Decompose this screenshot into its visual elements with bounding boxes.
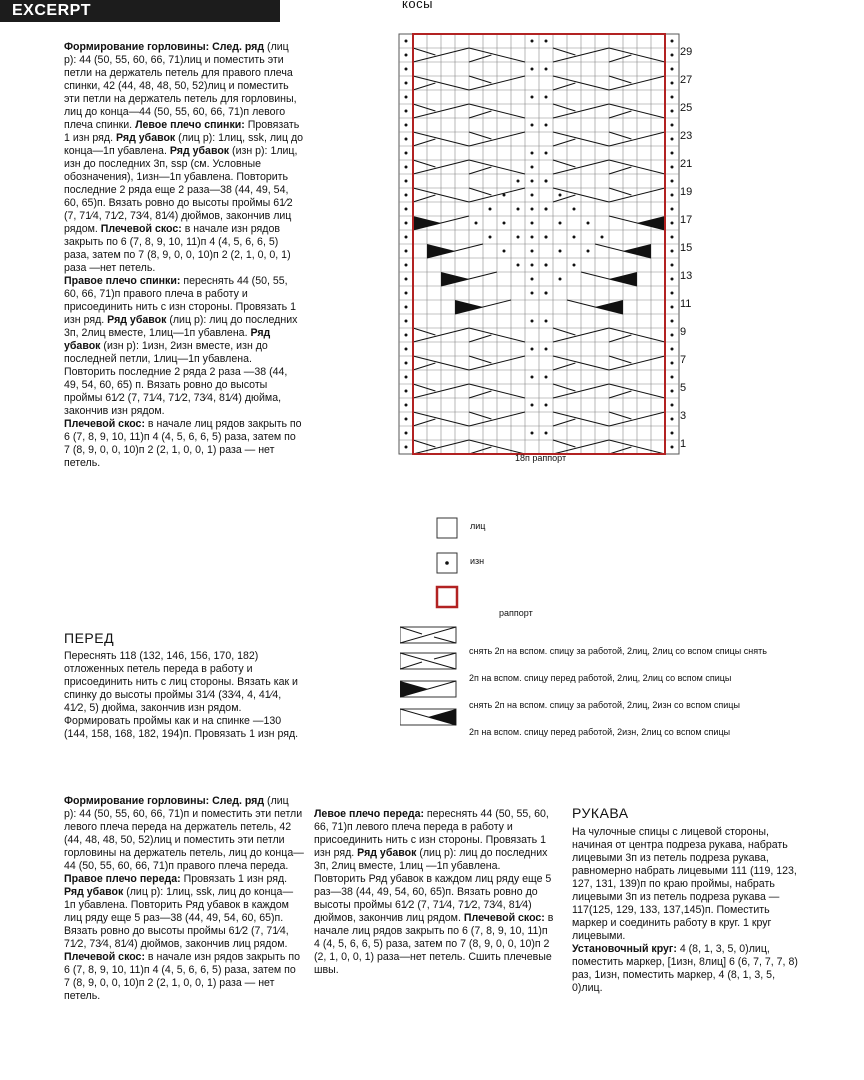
purl-stitch: [405, 446, 408, 449]
purl-stitch: [405, 110, 408, 113]
purl-stitch: [671, 138, 674, 141]
dec-text-4: (изн р): 1изн, 2изн вместе, изн до последней петли, 1лиц—1п убавлена. Повторить последние 2 ряда 2 раза —38 (44, 49, 54, 60, 65) п. Вязать ровно до высоты проймы 61⁄2 (7, 71⁄4, 71⁄2, 73⁄4, 81⁄4) дюйма, закончив изн рядом.: [64, 340, 288, 417]
purl-stitch: [405, 320, 408, 323]
front-dec-text: (лиц р): 1лиц, ssk, лиц до конца—1п убавлена. Повторить Ряд убавок в каждом лиц ряду еще 5 раз—38 (44, 49, 54, 60, 65)п. Вязать ровно до высоты проймы 61⁄2 (7, 71⁄4, 71⁄2, 73⁄4, 81⁄4) дюймов, закончив лиц рядом.: [64, 886, 294, 950]
purl-stitch: [531, 222, 534, 225]
front-neck-body: (лиц р): 44 (50, 55, 60, 66, 71)п и поместить эти петли левого плеча переда на держатель петель, 42 (44, 48, 48, 50, 52)лиц и поместить эти петли горловины на держатель петель, лиц до конца—44 (50, 55, 60, 66, 71)п правого плеча переда.: [64, 795, 304, 872]
purl-stitch: [531, 250, 534, 253]
purl-stitch: [531, 194, 534, 197]
legend-cable-3-label: снять 2п на вспом. спицу за работой, 2лиц, 2изн со вспом спицы: [469, 700, 740, 710]
purl-stitch: [573, 264, 576, 267]
purl-stitch: [405, 250, 408, 253]
excerpt-header-tab: EXCERPT: [0, 0, 280, 22]
purl-stitch: [559, 250, 562, 253]
purl-stitch: [405, 208, 408, 211]
purl-stitch: [405, 68, 408, 71]
purl-stitch: [531, 320, 534, 323]
purl-stitch: [531, 404, 534, 407]
row-number: 17: [680, 214, 693, 226]
purl-stitch: [671, 68, 674, 71]
dec-label-3: Ряд убавок: [107, 314, 167, 326]
sleeves-heading: РУКАВА: [572, 805, 629, 821]
dec-label-4: Ряд убавок: [64, 327, 271, 352]
purl-stitch: [573, 236, 576, 239]
front-paragraph: Переснять 118 (132, 146, 156, 170, 182) отложенных петель переда в работу и присоединить нить с лиц стороны. Вязать как и спинку до высоты проймы 31⁄4 (33⁄4, 4, 41⁄4, 41⁄2, 5) дюйма, закончив изн рядом. Формировать проймы как и на спинке —130 (144, 158, 168, 182, 194)п. Провязать 1 изн ряд.: [64, 650, 299, 740]
legend-purl-label: изн: [470, 556, 485, 566]
purl-stitch: [503, 222, 506, 225]
legend-repeat-label: раппорт: [499, 608, 533, 618]
right-front-shoulder-label: Правое плечо переда:: [64, 873, 181, 885]
row-number: 5: [680, 382, 687, 394]
purl-stitch: [671, 152, 674, 155]
dec-text-2: (изн р): 1лиц, изн до последних 3п, ssp (см. Условные обозначения), 1изн—1п убавлена. Повторить последние 2 ряда еще 2 раза—38 (44, 49, 54, 60, 65)п. Вязать ровно до высоты проймы 61⁄2 (7, 71⁄4, 71⁄2, 73⁄4, 81⁄4) дюймов, закончив лиц рядом.: [64, 145, 298, 235]
purl-stitch: [405, 124, 408, 127]
purl-stitch: [671, 250, 674, 253]
purl-stitch: [405, 152, 408, 155]
legend-cable-1-label: снять 2п на вспом. спицу за работой, 2лиц, 2лиц со вспом спицы снять: [469, 646, 767, 656]
purl-stitch: [545, 292, 548, 295]
lf-dec-text: (лиц р): лиц до последних 3п, 2лиц вместе, 1лиц —1п убавлена. Повторить Ряд убавок в каждом лиц ряду еще 5 раз—38 (44, 49, 54, 60, 65)п. Вязать ровно до высоты проймы 61⁄2 (7, 71⁄4, 71⁄2, 73⁄4, 81⁄4) дюймов, закончив лиц рядом.: [314, 847, 552, 924]
purl-stitch: [405, 54, 408, 57]
shoulder-slope-text-2: в начале лиц рядов закрыть по 6 (7, 8, 9, 10, 11)п 4 (4, 5, 6, 6, 5) раза, затем по 7 (8, 9, 0, 0, 10)п 2 (2, 1, 0, 0, 1) раза — нет петель.: [64, 418, 302, 469]
purl-stitch: [671, 404, 674, 407]
purl-stitch: [531, 278, 534, 281]
row-number: 23: [680, 130, 693, 142]
cable-symbol-1: [400, 627, 456, 643]
purl-dot: [445, 561, 449, 565]
purl-stitch: [405, 278, 408, 281]
purl-stitch: [671, 446, 674, 449]
dec-text-3: (лиц р): лиц до последних 3п, 2лиц вместе, 1лиц—1п убавлена.: [64, 314, 298, 339]
lf-shoulder-slope-text: в начале лиц рядов закрыть по 6 (7, 8, 9, 10, 11)п 4 (4, 5, 6, 6, 5) раза, затем по 7 (8, 9, 0, 0, 10)п 2 (2, 1, 0, 0, 1) раза—нет петель. Сшить плечевые швы.: [314, 912, 554, 976]
right-front-shoulder-text: Провязать 1 изн ряд.: [180, 873, 288, 885]
purl-stitch: [405, 96, 408, 99]
purl-stitch: [531, 96, 534, 99]
purl-stitch: [545, 96, 548, 99]
purl-stitch: [587, 250, 590, 253]
cable-chart: [395, 28, 680, 458]
purl-stitch: [531, 236, 534, 239]
purl-stitch: [559, 278, 562, 281]
row-number: 13: [680, 270, 693, 282]
right-back-shoulder-text: переснять 44 (50, 55, 60, 66, 71)п правого плеча в работу и присоединить нить с изн стороны. Провязать 1 изн ряд.: [64, 275, 297, 326]
sleeves-paragraph: На чулочные спицы с лицевой стороны, начиная от центра подреза рукава, набрать лицевыми 3п из петель подреза рукава, равномерно набрать лицевыми 111 (119, 123, 127, 131, 139)п по краю проймы, набрать лицевыми 3п из петель подреза рукава —117(125, 129, 133, 137,145)п. Поместить маркер и соединить работу в круг. 1 круг лицевыми.: [572, 826, 797, 942]
purl-stitch: [405, 166, 408, 169]
purl-stitch: [405, 180, 408, 183]
purl-stitch: [405, 404, 408, 407]
purl-stitch: [671, 54, 674, 57]
purl-stitch: [531, 166, 534, 169]
purl-stitch: [545, 68, 548, 71]
purl-stitch: [671, 278, 674, 281]
legend-cable-4-label: 2п на вспом. спицу перед работой, 2изн, 2лиц со вспом спицы: [469, 727, 731, 737]
legend-knit-label: лиц: [470, 521, 486, 531]
purl-stitch: [405, 194, 408, 197]
chart-title: косы: [402, 0, 433, 11]
row-number: 7: [680, 354, 687, 366]
purl-stitch: [531, 376, 534, 379]
purl-stitch: [405, 390, 408, 393]
purl-stitch: [531, 152, 534, 155]
purl-stitch: [531, 292, 534, 295]
setup-round-label: Установочный круг:: [572, 943, 677, 955]
row-number-column: [680, 28, 710, 448]
row-number: 3: [680, 410, 687, 422]
dec-label-1: Ряд убавок: [115, 132, 176, 144]
front-dec-label: Ряд убавок: [64, 886, 124, 898]
purl-stitch: [559, 194, 562, 197]
purl-stitch: [671, 124, 674, 127]
purl-stitch: [545, 180, 548, 183]
row-number: 19: [680, 186, 693, 198]
purl-stitch: [671, 306, 674, 309]
front-neck-text: [64, 795, 304, 1003]
purl-stitch: [405, 376, 408, 379]
purl-stitch: [545, 404, 548, 407]
purl-stitch: [517, 180, 520, 183]
purl-stitch: [405, 236, 408, 239]
row-number: 21: [680, 158, 693, 170]
left-front-shoulder-label: Левое плечо переда:: [314, 808, 424, 820]
purl-stitch: [671, 110, 674, 113]
shoulder-slope-label-1: Плечевой скос:: [100, 223, 182, 235]
left-back-shoulder-label: Левое плечо спинки:: [135, 119, 245, 131]
setup-round-text: 4 (8, 1, 3, 5, 0)лиц, поместить маркер, [1изн, 8лиц] 6 (6, 7, 7, 7, 8) раз, 1изн, поместить маркер, 4 (8, 1, 3, 5, 0)лиц.: [572, 943, 798, 994]
dec-label-2: Ряд убавок: [169, 145, 230, 157]
purl-stitch: [671, 390, 674, 393]
purl-stitch: [671, 40, 674, 43]
purl-stitch: [517, 208, 520, 211]
front-text: [64, 650, 304, 741]
purl-stitch: [405, 292, 408, 295]
front-neck-label: Формирование горловины: След. ряд: [64, 795, 265, 807]
purl-stitch: [671, 264, 674, 267]
purl-stitch: [517, 264, 520, 267]
purl-stitch: [601, 236, 604, 239]
purl-stitch: [405, 362, 408, 365]
purl-stitch: [545, 40, 548, 43]
purl-stitch: [559, 222, 562, 225]
row-number: 27: [680, 74, 693, 86]
purl-stitch: [671, 432, 674, 435]
purl-stitch: [405, 348, 408, 351]
purl-stitch: [405, 264, 408, 267]
dec-text-1: (лиц р): 1лиц, ssk, лиц до конца—1п убавлена.: [64, 132, 304, 157]
purl-stitch: [545, 432, 548, 435]
purl-stitch: [671, 236, 674, 239]
row-number: 25: [680, 102, 693, 114]
right-back-shoulder-label: Правое плечо спинки:: [64, 275, 181, 287]
purl-stitch: [545, 376, 548, 379]
purl-stitch: [545, 124, 548, 127]
purl-stitch: [545, 320, 548, 323]
row-number: 1: [680, 438, 687, 450]
cable-symbol-3: [400, 681, 456, 697]
purl-stitch: [531, 348, 534, 351]
legend-symbols: [400, 515, 470, 735]
purl-stitch: [545, 348, 548, 351]
purl-stitch: [405, 432, 408, 435]
purl-stitch: [517, 236, 520, 239]
repeat-label: 18п раппорт: [515, 453, 567, 463]
purl-stitch: [531, 264, 534, 267]
back-shoulders-text: [64, 41, 304, 470]
neck-label: Формирование горловины: След. ряд: [64, 41, 265, 53]
row-number: 15: [680, 242, 693, 254]
purl-stitch: [489, 236, 492, 239]
purl-stitch: [531, 432, 534, 435]
left-front-shoulder-body: переснять 44 (50, 55, 60, 66, 71)п левого плеча переда в работу и присоединить нить с изн стороны. Провязать 1 изн ряд.: [314, 808, 549, 859]
cable-symbol-2: [400, 653, 456, 669]
purl-stitch: [671, 334, 674, 337]
shoulder-slope-label-2: Плечевой скос:: [64, 418, 145, 430]
lf-dec-label: Ряд убавок: [357, 847, 417, 859]
purl-stitch: [405, 138, 408, 141]
purl-stitch: [531, 68, 534, 71]
purl-stitch: [671, 320, 674, 323]
purl-stitch: [545, 152, 548, 155]
purl-stitch: [671, 348, 674, 351]
purl-stitch: [671, 166, 674, 169]
left-back-shoulder-text: Провязать 1 изн ряд.: [64, 119, 300, 144]
purl-stitch: [405, 334, 408, 337]
purl-stitch: [531, 208, 534, 211]
left-front-shoulder-text: [314, 808, 554, 977]
purl-stitch: [405, 40, 408, 43]
purl-stitch: [671, 96, 674, 99]
legend-cable-2-label: 2п на вспом. спицу перед работой, 2лиц, 2лиц со вспом спицы: [469, 673, 732, 683]
cable-symbol-4: [400, 709, 456, 725]
knit-symbol: [437, 518, 457, 538]
purl-stitch: [405, 82, 408, 85]
row-number: 11: [680, 298, 692, 310]
purl-stitch: [405, 306, 408, 309]
purl-stitch: [489, 208, 492, 211]
purl-stitch: [531, 180, 534, 183]
purl-stitch: [475, 222, 478, 225]
purl-stitch: [531, 124, 534, 127]
sleeves-text: [572, 826, 802, 995]
neck-text: (лиц р): 44 (50, 55, 60, 66, 71)лиц и поместить эти петли на держатель петель для правого плеча спинки, 42 (44, 48, 48, 50, 52)лиц и поместить эти петли на держатель петель для горловины, лиц до конца—44 (50, 55, 60, 66, 71)п левого плеча спинки.: [64, 41, 297, 131]
front-shoulder-slope-label: Плечевой скос:: [64, 951, 145, 963]
purl-stitch: [503, 250, 506, 253]
shoulder-slope-text-1: в начале изн рядов закрыть по 6 (7, 8, 9, 10, 11)п 4 (4, 5, 6, 6, 5) раза, затем по 7 (8, 9, 0, 0, 10)п 2 (2, 1, 0, 0, 1) раза —нет петель.: [64, 223, 291, 274]
purl-stitch: [405, 418, 408, 421]
purl-stitch: [671, 222, 674, 225]
purl-stitch: [671, 292, 674, 295]
purl-stitch: [531, 40, 534, 43]
row-number: 9: [680, 326, 687, 338]
purl-stitch: [405, 222, 408, 225]
purl-stitch: [545, 264, 548, 267]
front-heading: ПЕРЕД: [64, 630, 115, 646]
purl-stitch: [671, 180, 674, 183]
purl-stitch: [671, 362, 674, 365]
purl-stitch: [671, 376, 674, 379]
purl-stitch: [671, 194, 674, 197]
row-number: 29: [680, 46, 693, 58]
lf-shoulder-slope-label: Плечевой скос:: [463, 912, 545, 924]
repeat-symbol: [437, 587, 457, 607]
purl-stitch: [545, 208, 548, 211]
purl-stitch: [671, 82, 674, 85]
purl-stitch: [587, 222, 590, 225]
purl-stitch: [545, 236, 548, 239]
purl-stitch: [573, 208, 576, 211]
front-shoulder-slope-text: в начале изн рядов закрыть по 6 (7, 8, 9, 10, 11)п 4 (4, 5, 6, 6, 5) раза, затем по 7 (8, 9, 0, 0, 10)п 2 (2, 1, 0, 0, 1) раза — нет петель.: [64, 951, 300, 1002]
purl-stitch: [671, 418, 674, 421]
purl-stitch: [671, 208, 674, 211]
